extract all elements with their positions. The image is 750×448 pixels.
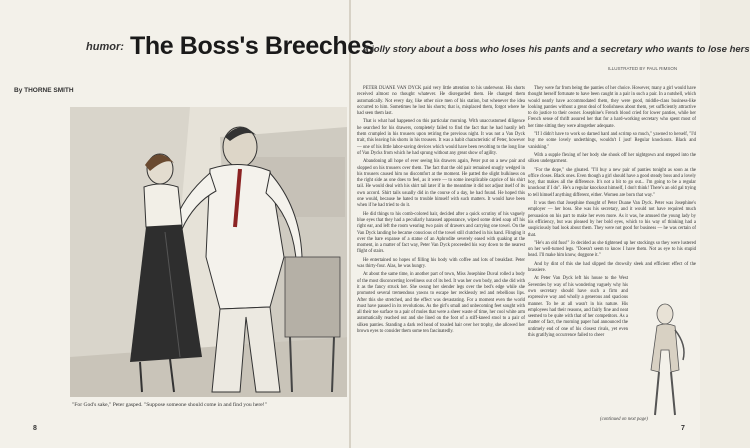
story-title: The Boss's Breeches <box>130 32 375 60</box>
paragraph: It was then that Josephine thought of Peter Duane Van Dyck. Peter was Josephine's employer — her boss. She was his secretary, and it would not have required much persuasion on his part to make her even more. As it was, he amused the young lady by his efficiency, but was pleased by her bold eyes, which to his way of thinking had a suspiciously bad look about them. They were not good for business — he was certain of that. <box>528 201 696 238</box>
paragraph: At Peter Van Dyck left his house to the West Seventies by way of his wondering vaguely why his own secretary should have such a firm and expressive way and wholly a generous and spacious manner. To be at all wasn't in his nature. His employees had their reasons, and fairly fine and neat seemed to be quite with that of her competitors. As a matter of fact, the morning paper had announced the untimely end of one of his closest rivals, yet even this gratifying occurrence failed to cheer <box>528 276 628 338</box>
paragraph: They were far from being the panties of her choice. However, many a girl would have thought herself fortunate to have been caught in a pair in such a pair. In a nutshell, which would nearly have accommodated them, they were good, middle-class business-like looking panties without a great deal of foolishness about them, yet sufficiently attractive to do justice to their owner. Josephine's French blood cried for lower panties, while her French sense of thrift assured her that for a hard-working secretary who spent most of her time sitting they were altogether adequate. <box>528 86 696 129</box>
paragraph: That is what had happened on this particular morning. With unaccustomed diligence he searched for his drawers, completely failed to find the fact that he had hastily left them crumpled in his trousers upon retiring the previous night. It was not a Van Dyck trait, this leaving his shorts in his trousers. It was a habit characteristic of Peter, however — one of his little labor-saving devices which would have been revolting to the long line of Van Dycks from which he had sprung without any great show of agility. <box>357 119 525 156</box>
paragraph: "If I didn't have to work so darned hard and scrimp so much," yawned to herself, "I'd buy me some lovely underthings, wouldn't I just! Regular knockouts. Black and vanishing." <box>528 132 696 150</box>
sketch-figure-illustration <box>635 300 690 420</box>
paragraph: He entertained no hopes of filling his body with coffee and lots of breakfast. Peter was thirty-four. Alas, he was hungry. <box>357 257 525 270</box>
illustration-drawing <box>70 107 347 397</box>
paragraph: "He's an old fuss!" Jo decided as she tightened up her stockings so they were lustered on her well-turned legs. "Doesn't seem to know I have them. Not as eye to his stupid head. I'll make him know, doggone it." <box>528 240 696 259</box>
section-kicker: humor: <box>86 41 124 53</box>
paragraph: Abandoning all hope of ever seeing his drawers again, Peter put on a new pair and slopped on his trousers over them. The fact that the old pair remained snugly wedged in his trousers caused him no discomfort at the moment. He patted the slight bulkiness on the right side as one does to feel, as it were — to some inexplicable caprice of his shirt tail. He would deal with his shirt tail later if in the meantime it did not adjust itself of its own accord. Shirt tails usually did in the course of a day, he had found. He hoped this one would, because he hated to trouble himself with such matters. It would have been when if he had tried to do it. <box>357 159 525 209</box>
illustrator-credit: ILLUSTRATED BY PAUL RIMSON <box>608 66 678 71</box>
page-number-left: 8 <box>33 425 37 432</box>
story-subtitle: A jolly story about a boss who loses his pants and a secretary who wants to lose hers <box>362 44 750 55</box>
page-number-right: 7 <box>681 425 685 432</box>
sketch-figure-drawing <box>635 300 690 420</box>
paragraph: And by dint of this she had slipped the drowsily sleek and efficient effect of the brassiere. <box>528 261 696 274</box>
paragraph: At about the same time, in another part of town, Miss Josephine Duval rolled a body of the most disconcerting loveliness out of its bed. It was her own body, and she did with it as the fancy struck her. She swung her slender legs over the bed's edge while she promoted several tremendous yawns to escape her recklessly red and rebellious lips. After this she stretched, and the effect was devastating. For a moment even the world must have paused in its revolutions. As the girl's small and unbecoming feet sought with all their toe surface to a pair of mules that were a sheer waste of time, her cool white arm automatically reached out and she lined on the foot of a stiff-kneed stool to a pair of silken panties. Standing a dark red head of tousled hair over her trophy, she allowed her brown eyes to consider them some ten fascinatedly. <box>357 272 525 334</box>
paragraph: With a supple flexing of her body she shook off her nightgown and stepped into the silken undergarment. <box>528 152 696 165</box>
story-illustration <box>70 107 347 397</box>
paragraph: He did things to his comb-colored hair, decided after a quick scrutiny of his vaguely blue eyes that they had a peculiarly harassed appearance, wiped some dried soap off his right ear, and left the room wearing two pairs of drawers and carrying one towel. On the Van Dyck landing he became conscious of the towel still clutched in his hand. Flinging it over the bare expanse of a statue of an Aphrodite severely eased with quaking at the moment, in a matter of fact way, Peter Van Dyck proceeded his way down to the nearest flight of stairs. <box>357 211 525 255</box>
text-column-1 <box>357 86 525 337</box>
continued-note: (continued on next page) <box>600 417 648 422</box>
illustration-caption: "For God's sake," Peter gasped. "Suppose someone should come in and find you here!" <box>72 402 267 408</box>
paragraph: PETER DUANE VAN DYCK paid very little attention to his underwear. His shorts received almost no thought whatever. He disregarded them. He changed them automatically. Not every day, like other nice men of his station, but whenever the idea occurred to him. Sometimes he lost his shorts; that is, misplaced them, forgot where he had seen them last. <box>357 86 525 117</box>
author-byline: By THORNE SMITH <box>14 87 74 94</box>
paragraph: "For the dope," she gloated. "I'll buy a new pair of panties tonight as soon as the office closes. Black ones. Even though a girl should have a good steady boss and a lovely boy, that makes all the difference. It's not a bit to go out... I'm going to be a regular knockout if I do". He's a regular knockout himself, I don't think! There's an old gal trying to tell himself anything different, either. Women are born that way." <box>528 167 696 198</box>
page-gutter <box>349 0 351 448</box>
